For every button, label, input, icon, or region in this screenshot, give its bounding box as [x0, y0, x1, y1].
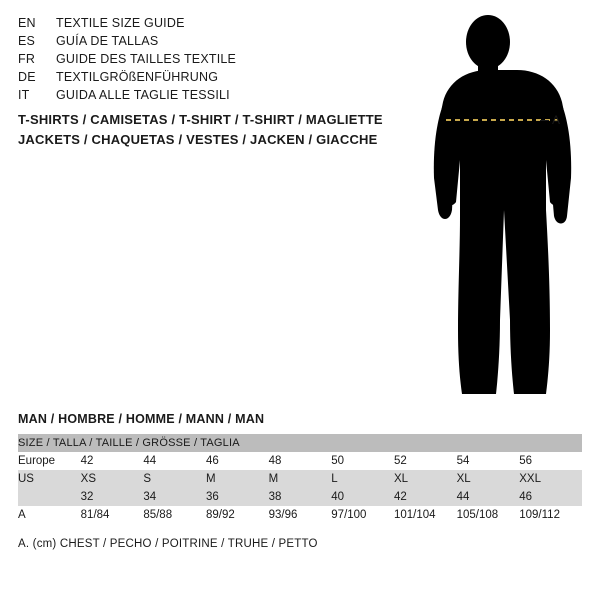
cell-value: 48 [269, 452, 332, 470]
table-row [18, 452, 582, 470]
language-code: DE [18, 70, 36, 84]
cell-value: XS [81, 470, 144, 488]
cell-value: 97/100 [331, 506, 394, 524]
size-table-section [18, 412, 582, 550]
cell-value: 109/112 [519, 506, 582, 524]
cell-value: M [206, 470, 269, 488]
category-jackets: JACKETS / CHAQUETAS / VESTES / JACKEN / GIACCHE [18, 132, 378, 147]
table-row [18, 488, 582, 506]
table-header-label: SIZE / TALLA / TAILLE / GRÖSSE / TAGLIA [18, 434, 582, 452]
cell-value: 101/104 [394, 506, 457, 524]
language-row [18, 32, 378, 50]
cell-value: 46 [206, 452, 269, 470]
row-label: A [18, 506, 81, 524]
cell-value: L [331, 470, 394, 488]
cell-value: 93/96 [269, 506, 332, 524]
category-headings [18, 110, 438, 150]
measure-leader-line [540, 120, 549, 121]
cell-value: 42 [81, 452, 144, 470]
cell-value: 36 [206, 488, 269, 506]
table-header-row [18, 434, 582, 452]
cell-value: 38 [269, 488, 332, 506]
language-code: ES [18, 34, 36, 48]
language-row [18, 86, 378, 104]
cell-value: 52 [394, 452, 457, 470]
cell-value: 40 [331, 488, 394, 506]
cell-value: XL [394, 470, 457, 488]
cell-value: 42 [394, 488, 457, 506]
cell-value: S [143, 470, 206, 488]
language-row [18, 50, 378, 68]
language-row [18, 68, 378, 86]
size-table [18, 434, 582, 524]
mannequin-figure [400, 10, 600, 410]
cell-value: 89/92 [206, 506, 269, 524]
cell-value: 54 [457, 452, 520, 470]
language-title: TEXTILGRÖßENFÜHRUNG [56, 70, 219, 84]
language-code: EN [18, 16, 36, 30]
table-footnote: A. (cm) CHEST / PECHO / POITRINE / TRUHE / PETTO [18, 538, 318, 550]
category-tshirts: T-SHIRTS / CAMISETAS / T-SHIRT / T-SHIRT / MAGLIETTE [18, 112, 383, 127]
cell-value: 32 [81, 488, 144, 506]
language-row [18, 14, 378, 32]
language-code: FR [18, 52, 36, 66]
cell-value: 105/108 [457, 506, 520, 524]
table-title: MAN / HOMBRE / HOMME / MANN / MAN [18, 412, 265, 426]
cell-value: XL [457, 470, 520, 488]
cell-value: 46 [519, 488, 582, 506]
row-label [18, 488, 81, 506]
male-silhouette-icon [400, 10, 600, 410]
cell-value: 56 [519, 452, 582, 470]
row-label: Europe [18, 452, 81, 470]
language-title: GUIDA ALLE TAGLIE TESSILI [56, 88, 230, 102]
measure-label-a: A [552, 113, 561, 127]
cell-value: 34 [143, 488, 206, 506]
language-title: GUÍA DE TALLAS [56, 34, 159, 48]
language-code: IT [18, 88, 30, 102]
language-list [18, 14, 378, 104]
language-title: TEXTILE SIZE GUIDE [56, 16, 185, 30]
table-row [18, 506, 582, 524]
row-label: US [18, 470, 81, 488]
cell-value: 85/88 [143, 506, 206, 524]
cell-value: XXL [519, 470, 582, 488]
cell-value: 50 [331, 452, 394, 470]
cell-value: 81/84 [81, 506, 144, 524]
cell-value: 44 [143, 452, 206, 470]
cell-value: 44 [457, 488, 520, 506]
language-title: GUIDE DES TAILLES TEXTILE [56, 52, 237, 66]
cell-value: M [269, 470, 332, 488]
table-row [18, 470, 582, 488]
